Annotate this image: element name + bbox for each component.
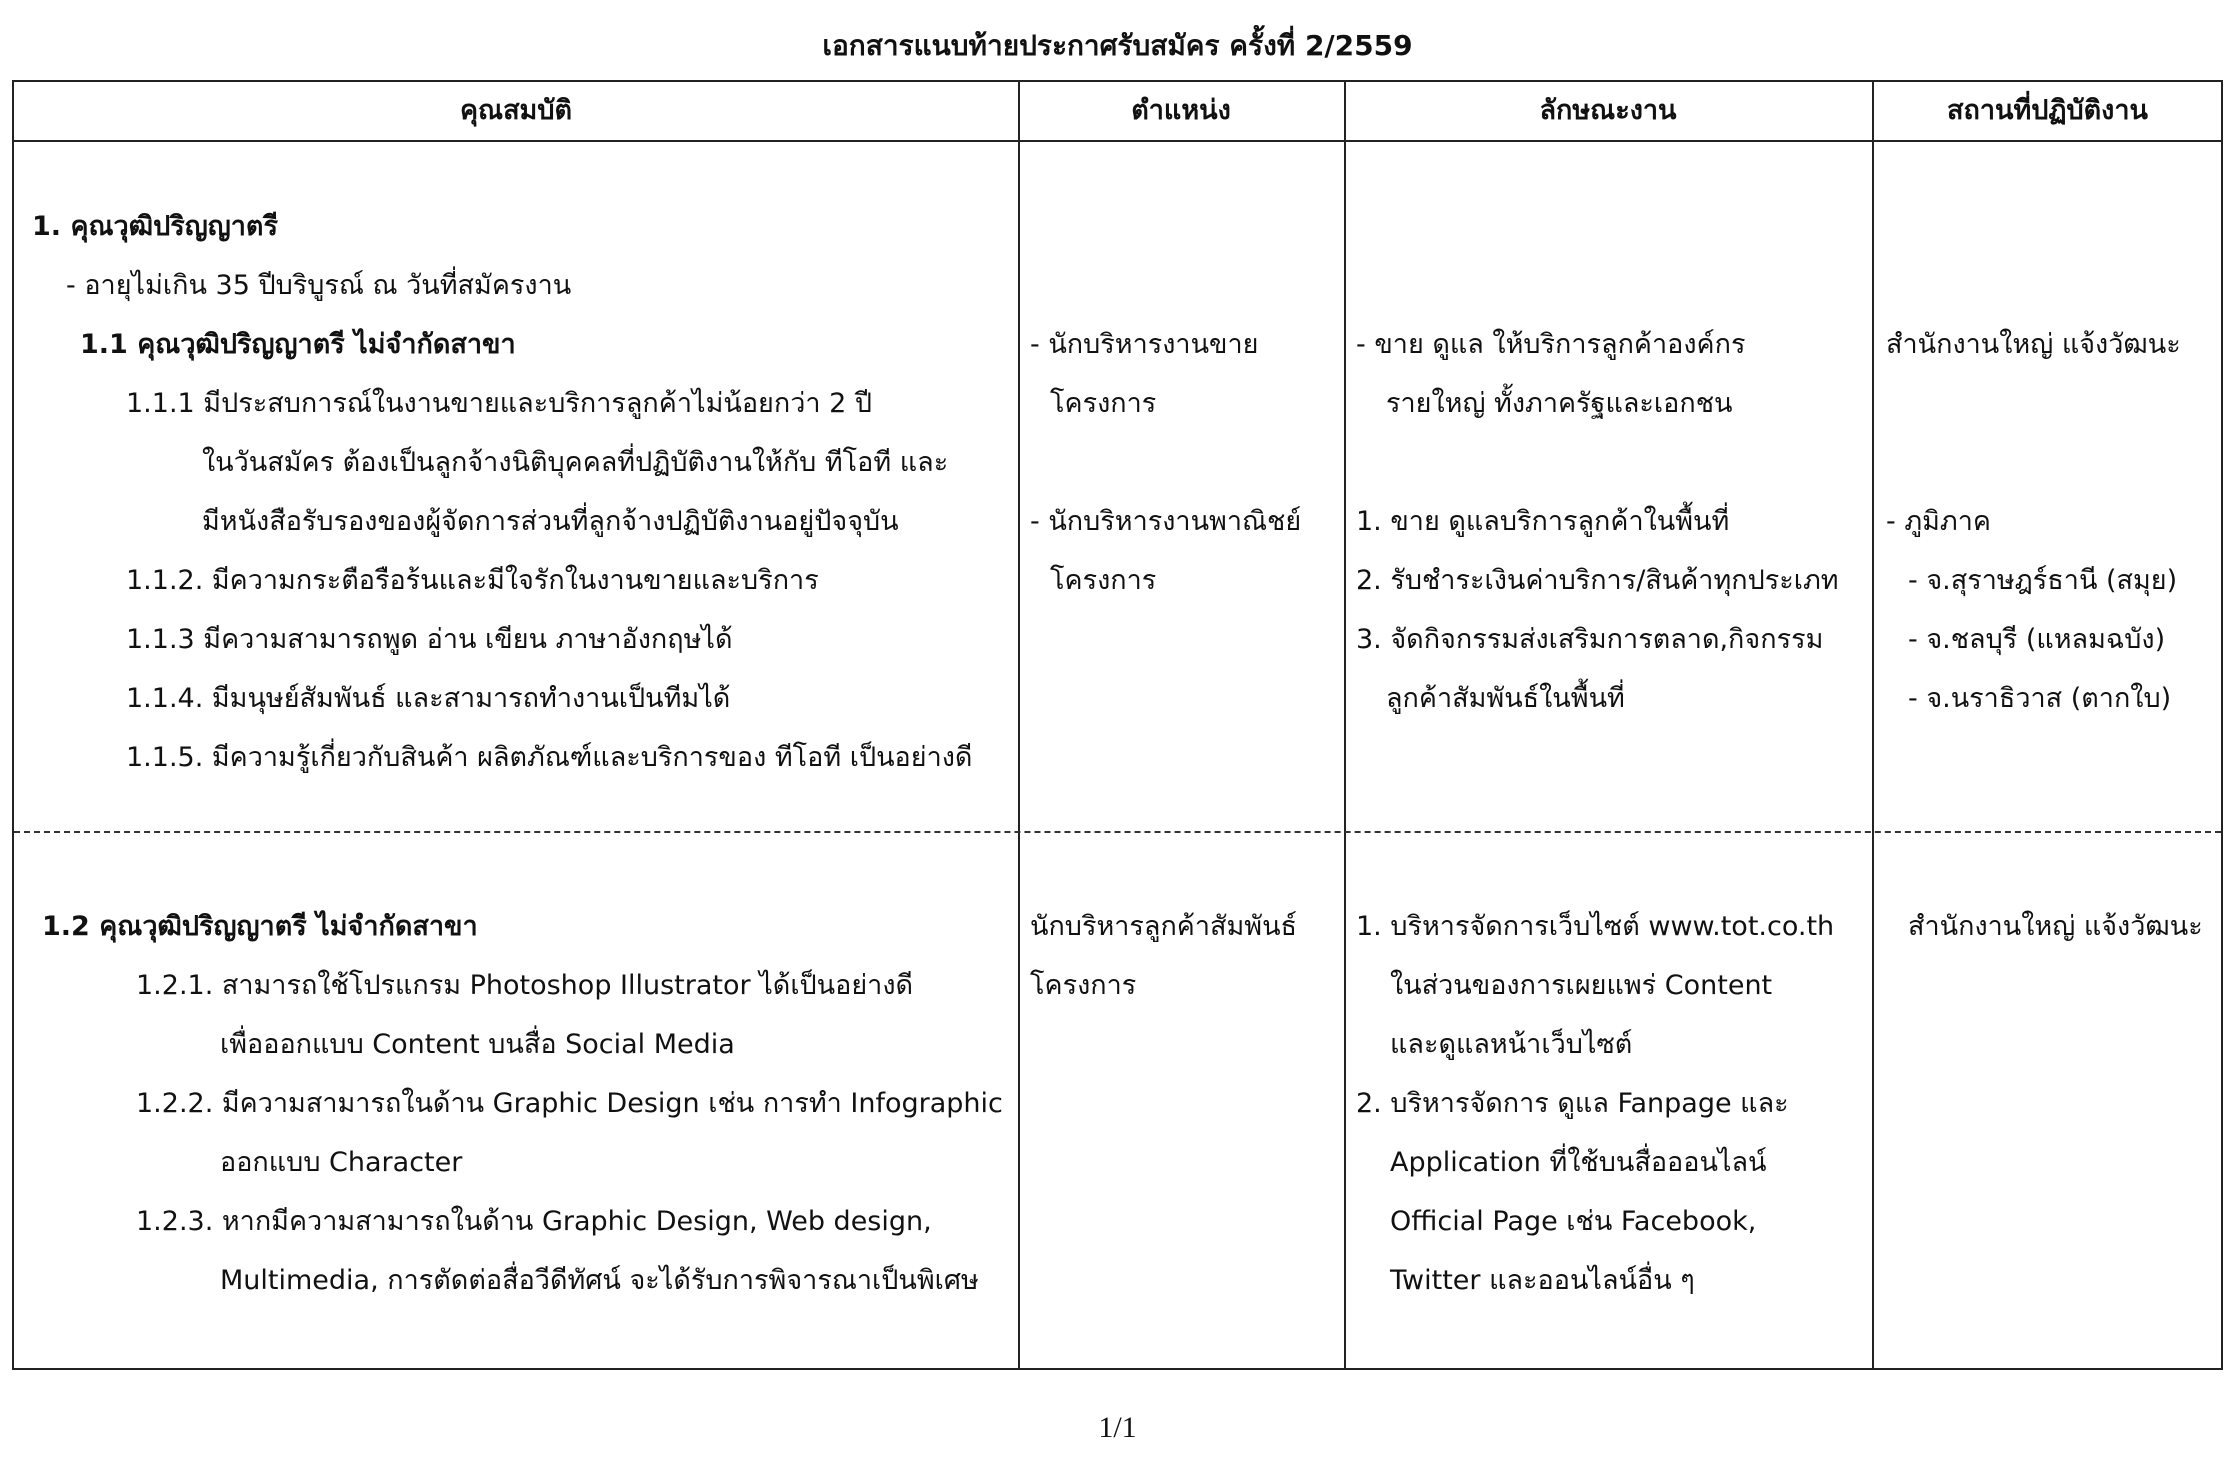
job-line: Twitter และออนไลน์อื่น ๆ <box>1390 1265 1695 1296</box>
qualification-subheading: 1.2 คุณวุฒิปริญญาตรี ไม่จำกัดสาขา <box>42 911 478 942</box>
location-line: - ภูมิภาค <box>1886 506 1991 537</box>
position-line: โครงการ <box>1030 970 1137 1001</box>
qualification-line: 1.1.1 มีประสบการณ์ในงานขายและบริการลูกค้าไม่น้อยกว่า 2 ปี <box>126 388 873 419</box>
position-line: - นักบริหารงานพาณิชย์ <box>1030 506 1302 537</box>
qualification-line: 1.2.2. มีความสามารถในด้าน Graphic Design เช่น การทำ Infographic <box>136 1088 1003 1119</box>
position-line: โครงการ <box>1050 565 1157 596</box>
qualification-line: 1.1.3 มีความสามารถพูด อ่าน เขียน ภาษาอังกฤษได้ <box>126 624 733 655</box>
job-line: ลูกค้าสัมพันธ์ในพื้นที่ <box>1386 683 1625 714</box>
job-line: 2. รับชำระเงินค่าบริการ/สินค้าทุกประเภท <box>1356 565 1839 596</box>
qualification-line: 1.1.2. มีความกระตือรือร้นและมีใจรักในงานขายและบริการ <box>126 565 819 596</box>
qualification-line: มีหนังสือรับรองของผู้จัดการส่วนที่ลูกจ้างปฏิบัติงานอยู่ปัจจุบัน <box>202 506 899 537</box>
location-line: - จ.ชลบุรี (แหลมฉบัง) <box>1908 624 2166 655</box>
qualification-line: - อายุไม่เกิน 35 ปีบริบูรณ์ ณ วันที่สมัครงาน <box>66 270 572 301</box>
qualification-line: Multimedia, การตัดต่อสื่อวีดีทัศน์ จะได้รับการพิจารณาเป็นพิเศษ <box>220 1265 979 1296</box>
job-line: 1. บริหารจัดการเว็บไซต์ www.tot.co.th <box>1356 911 1835 942</box>
page-number: 1/1 <box>1098 1411 1137 1444</box>
qualification-heading: 1. คุณวุฒิปริญญาตรี <box>32 211 278 242</box>
job-line: 1. ขาย ดูแลบริการลูกค้าในพื้นที่ <box>1356 506 1730 537</box>
qualification-line: 1.1.4. มีมนุษย์สัมพันธ์ และสามารถทำงานเป็นทีมได้ <box>126 683 731 714</box>
header-job-description: ลักษณะงาน <box>1539 95 1677 126</box>
location-line: - จ.สุราษฎร์ธานี (สมุย) <box>1908 565 2178 596</box>
qualification-line: 1.1.5. มีความรู้เกี่ยวกับสินค้า ผลิตภัณฑ์และบริการของ ทีโอที เป็นอย่างดี <box>126 742 973 773</box>
job-line: Official Page เช่น Facebook, <box>1390 1206 1757 1237</box>
qualification-line: 1.2.3. หากมีความสามารถในด้าน Graphic Design, Web design, <box>136 1206 932 1237</box>
qualification-line: 1.2.1. สามารถใช้โปรแกรม Photoshop Illustrator ได้เป็นอย่างดี <box>136 970 914 1001</box>
column-divider <box>1344 82 1346 1368</box>
position-line: - นักบริหารงานขาย <box>1030 329 1259 360</box>
header-work-location: สถานที่ปฏิบัติงาน <box>1947 95 2148 126</box>
qualification-subheading: 1.1 คุณวุฒิปริญญาตรี ไม่จำกัดสาขา <box>80 329 516 360</box>
job-line: ในส่วนของการเผยแพร่ Content <box>1390 970 1773 1001</box>
header-position: ตำแหน่ง <box>1131 95 1231 126</box>
header-qualifications: คุณสมบัติ <box>459 95 573 126</box>
qualification-line: ในวันสมัคร ต้องเป็นลูกจ้างนิติบุคคลที่ปฏิบัติงานให้กับ ทีโอที และ <box>202 447 949 478</box>
job-line: - ขาย ดูแล ให้บริการลูกค้าองค์กร <box>1356 329 1746 360</box>
job-line: Application ที่ใช้บนสื่อออนไลน์ <box>1390 1147 1767 1178</box>
header-divider <box>14 140 2221 142</box>
job-line: 2. บริหารจัดการ ดูแล Fanpage และ <box>1356 1088 1789 1119</box>
section-divider <box>14 831 2221 833</box>
page-title: เอกสารแนบท้ายประกาศรับสมัคร ครั้งที่ 2/2559 <box>822 29 1413 62</box>
job-line: รายใหญ่ ทั้งภาครัฐและเอกชน <box>1386 388 1733 419</box>
position-line: โครงการ <box>1050 388 1157 419</box>
qualification-line: เพื่อออกแบบ Content บนสื่อ Social Media <box>220 1029 735 1060</box>
qualification-line: ออกแบบ Character <box>220 1147 463 1178</box>
job-line: 3. จัดกิจกรรมส่งเสริมการตลาด,กิจกรรม <box>1356 624 1824 655</box>
location-line: สำนักงานใหญ่ แจ้งวัฒนะ <box>1908 911 2203 942</box>
location-line: - จ.นราธิวาส (ตากใบ) <box>1908 683 2172 714</box>
location-line: สำนักงานใหญ่ แจ้งวัฒนะ <box>1886 329 2181 360</box>
position-line: นักบริหารลูกค้าสัมพันธ์ <box>1030 911 1298 942</box>
requirements-table <box>12 80 2223 1370</box>
job-line: และดูแลหน้าเว็บไซต์ <box>1390 1029 1633 1060</box>
column-divider <box>1018 82 1020 1368</box>
column-divider <box>1872 82 1874 1368</box>
